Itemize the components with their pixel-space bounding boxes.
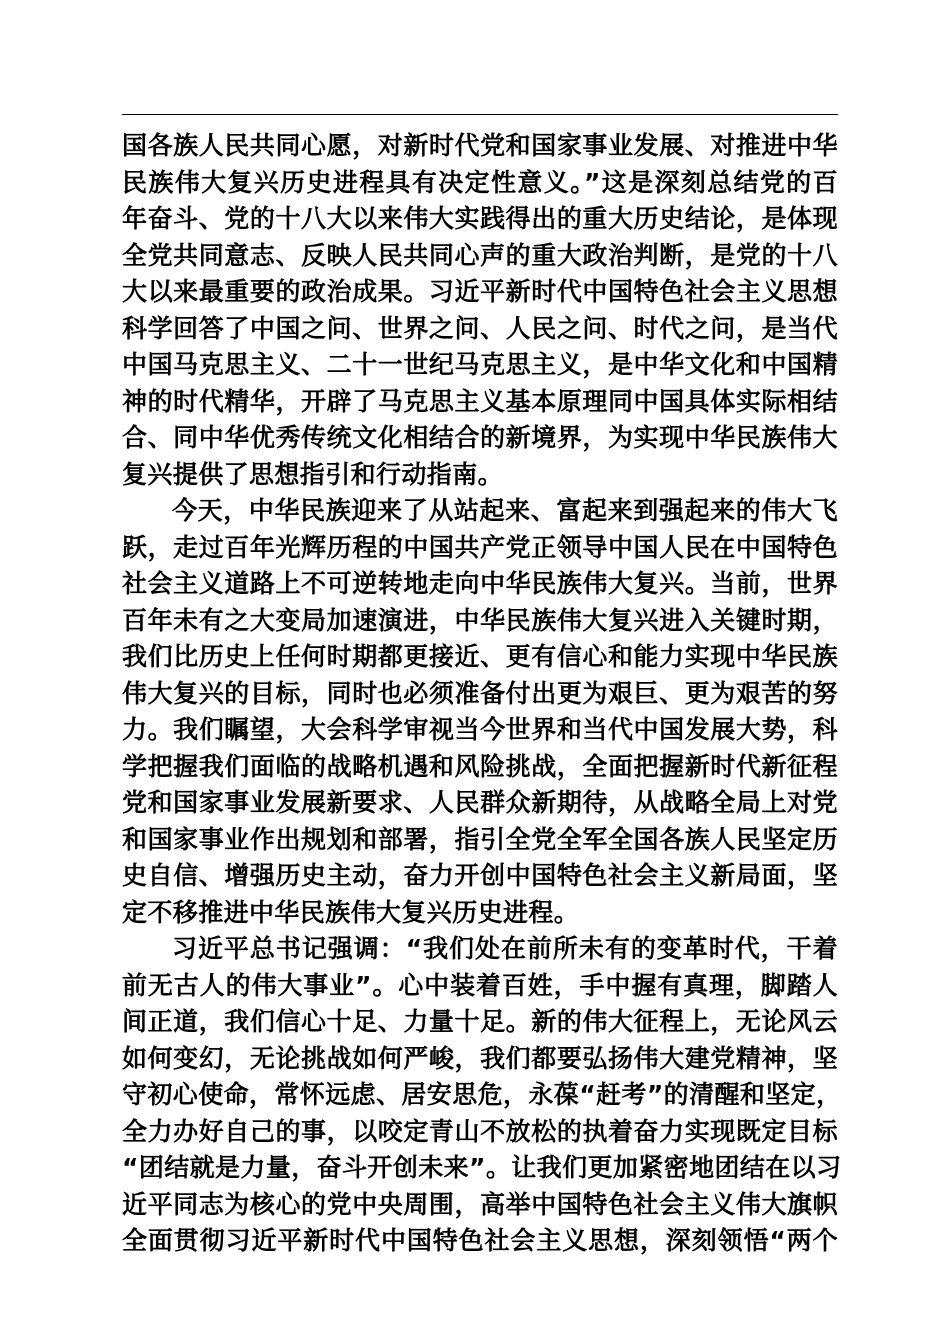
text-line: 大以来最重要的政治成果。习近平新时代中国特色社会主义思想: [122, 277, 838, 306]
text-line: 史自信、增强历史主动，奋力开创中国特色社会主义新局面，坚: [122, 861, 838, 890]
text-line: 力。我们瞩望，大会科学审视当今世界和当代中国发展大势，科: [122, 715, 838, 744]
text-line: 国各族人民共同心愿，对新时代党和国家事业发展、对推进中华: [122, 131, 838, 160]
text-line: 科学回答了中国之问、世界之问、人民之问、时代之问，是当代: [122, 313, 838, 343]
text-line: 社会主义道路上不可逆转地走向中华民族伟大复兴。当前，世界: [122, 569, 838, 598]
text-line: 前无古人的伟大事业”。心中装着百姓，手中握有真理，脚踏人: [122, 970, 838, 1000]
text-line: 全力办好自己的事，以咬定青山不放松的执着奋力实现既定目标: [122, 1116, 838, 1146]
text-line: 全党共同意志、反映人民共同心声的重大政治判断，是党的十八: [122, 240, 838, 270]
text-line: 伟大复兴的目标，同时也必须准备付出更为艰巨、更为艰苦的努: [122, 678, 838, 708]
text-line: 复兴提供了思想指引和行动指南。: [122, 459, 504, 489]
text-line: 间正道，我们信心十足、力量十足。新的伟大征程上，无论风云: [122, 1007, 838, 1036]
document-body: [122, 128, 842, 1260]
text-line: 神的时代精华，开辟了马克思主义基本原理同中国具体实际相结: [122, 386, 838, 416]
text-line: 我们比历史上任何时期都更接近、更有信心和能力实现中华民族: [122, 642, 838, 671]
paragraph-1: [122, 128, 838, 493]
text-line: 今天，中华民族迎来了从站起来、富起来到强起来的伟大飞: [172, 496, 838, 525]
text-line: 学把握我们面临的战略机遇和风险挑战，全面把握新时代新征程: [122, 751, 838, 781]
text-line: 守初心使命，常怀远虑、居安思危，永葆“赶考”的清醒和坚定，: [122, 1080, 842, 1109]
text-line: 中国马克思主义、二十一世纪马克思主义，是中华文化和中国精: [122, 350, 838, 379]
text-line: 合、同中华优秀传统文化相结合的新境界，为实现中华民族伟大: [122, 423, 838, 452]
paragraph-3: [122, 931, 842, 1260]
text-line: 如何变幻，无论挑战如何严峻，我们都要弘扬伟大建党精神，坚: [122, 1043, 838, 1073]
text-line: 全面贯彻习近平新时代中国特色社会主义思想，深刻领悟“两个: [122, 1226, 838, 1255]
text-line: 定不移推进中华民族伟大复兴历史进程。: [122, 897, 580, 927]
text-line: 百年未有之大变局加速演进，中华民族伟大复兴进入关键时期，: [122, 605, 838, 635]
text-line: 党和国家事业发展新要求、人民群众新期待，从战略全局上对党: [122, 788, 838, 817]
text-line: 近平同志为核心的党中央周围，高举中国特色社会主义伟大旗帜: [122, 1189, 838, 1219]
text-line: 跃，走过百年光辉历程的中国共产党正领导中国人民在中国特色: [122, 532, 838, 562]
text-line: “团结就是力量，奋斗开创未来”。让我们更加紧密地团结在以习: [122, 1153, 842, 1182]
text-line: 年奋斗、党的十八大以来伟大实践得出的重大历史结论，是体现: [122, 204, 838, 233]
text-line: 习近平总书记强调：“我们处在前所未有的变革时代，干着: [172, 934, 838, 963]
header-rule: [122, 114, 838, 115]
text-line: 民族伟大复兴历史进程具有决定性意义。”这是深刻总结党的百: [122, 167, 838, 197]
paragraph-2: [122, 493, 838, 931]
text-line: 和国家事业作出规划和部署，指引全党全军全国各族人民坚定历: [122, 824, 838, 854]
